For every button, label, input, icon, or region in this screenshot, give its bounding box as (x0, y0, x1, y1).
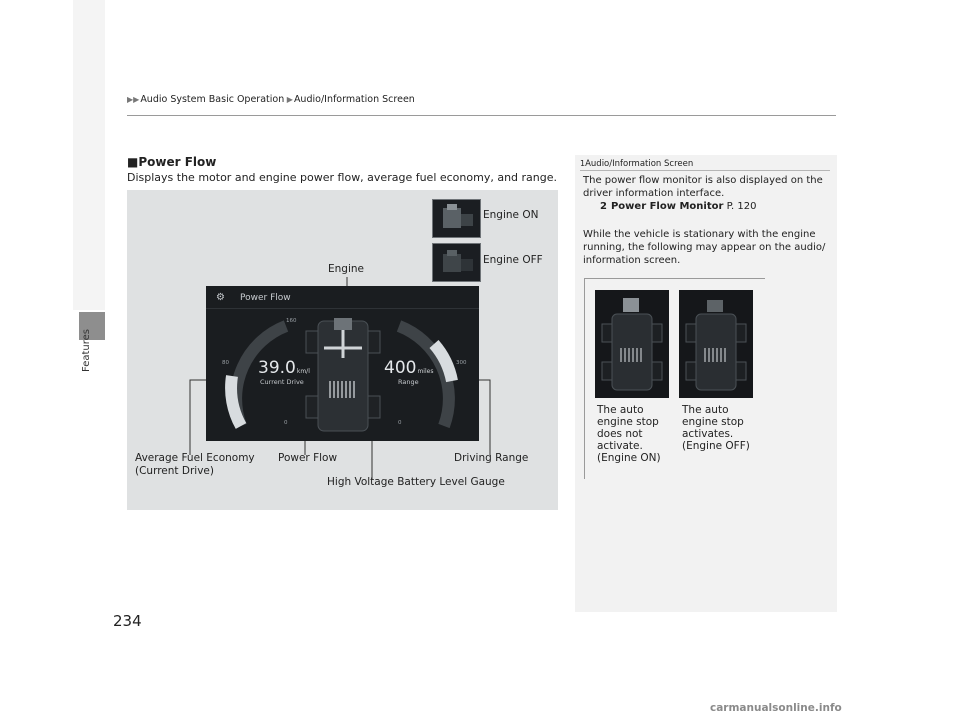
breadcrumb-arrow-icon: ▶ (284, 95, 293, 104)
fuel-unit: km/l (296, 368, 310, 375)
range-unit: miles (417, 368, 434, 375)
section-description: Displays the motor and engine power flow, average fuel economy, and range. (127, 171, 558, 184)
engine-stop-active-image (679, 290, 753, 398)
gauge-tick-label: 300 (456, 360, 467, 366)
caption-line: engine stop (682, 416, 744, 428)
engine-label: Engine (328, 263, 364, 275)
note-line: running, the following may appear on the audio/ (583, 242, 826, 253)
note-line: information screen. (583, 255, 681, 266)
reference-title: Power Flow Monitor (610, 201, 724, 212)
range-caption: Range (398, 378, 419, 386)
gauge-graphics (206, 286, 479, 441)
caption-engine-off (682, 404, 750, 452)
fuel-caption: Current Drive (260, 378, 304, 386)
caption-line: The auto (682, 404, 729, 416)
note-line: While the vehicle is stationary with the engine (583, 229, 816, 240)
section-title-text: Power Flow (138, 155, 217, 169)
sidebar-section-label: Features (81, 329, 92, 372)
range-value: 400 (384, 358, 417, 378)
note-reference-link[interactable] (600, 200, 757, 213)
caption-line: (Engine OFF) (682, 440, 750, 452)
caption-line: does not (597, 428, 643, 440)
gauge-tick-label: 80 (222, 360, 229, 366)
gauge-tick-label: 0 (284, 420, 288, 426)
side-note-heading (580, 159, 693, 169)
caption-engine-on (597, 404, 661, 464)
side-note-divider (580, 170, 830, 171)
reference-arrow-icon: 2 (600, 201, 607, 212)
driving-range-label: Driving Range (454, 452, 529, 464)
screen-title: Power Flow (240, 293, 291, 303)
driving-range-value (384, 358, 433, 378)
hv-battery-gauge-label: High Voltage Battery Level Gauge (327, 476, 505, 488)
power-flow-screen (206, 286, 479, 441)
note-heading-text: Audio/Information Screen (585, 159, 694, 169)
header-divider (127, 115, 836, 116)
vehicle-engine-off-icon (679, 290, 753, 398)
avg-fuel-economy-label: Average Fuel Economy (135, 452, 255, 464)
site-watermark: carmanualsonline.info (710, 702, 842, 714)
note-number: 1 (580, 159, 586, 168)
page-number: 234 (113, 612, 142, 630)
breadcrumb (127, 94, 415, 105)
breadcrumb-item-current: Audio/Information Screen (293, 94, 415, 105)
note-line: The power flow monitor is also displayed on the (583, 175, 823, 186)
power-flow-icon: ⚙ (216, 292, 225, 303)
fuel-value: 39.0 (258, 358, 296, 378)
power-flow-label: Power Flow (278, 452, 338, 464)
breadcrumb-arrow-icon: ▶▶ (127, 95, 140, 104)
caption-line: engine stop (597, 416, 659, 428)
avg-fuel-economy-sublabel: (Current Drive) (135, 465, 214, 477)
caption-line: (Engine ON) (597, 452, 661, 464)
avg-fuel-economy-value (258, 358, 310, 378)
gauge-tick-label: 160 (286, 318, 297, 324)
engine-on-label: Engine ON (483, 209, 539, 221)
caption-line: The auto (597, 404, 644, 416)
reference-page: P. 120 (723, 201, 757, 212)
section-bullet-icon: ■ (127, 155, 139, 169)
engine-off-label: Engine OFF (483, 254, 543, 266)
caption-line: activate. (597, 440, 643, 452)
breadcrumb-item[interactable]: Audio System Basic Operation (140, 94, 285, 105)
vehicle-engine-on-icon (595, 290, 669, 398)
section-title (127, 155, 216, 169)
engine-stop-not-active-image (595, 290, 669, 398)
gauge-tick-label: 0 (398, 420, 402, 426)
note-line: driver information interface. (583, 188, 725, 199)
sidebar-tab-background (73, 0, 105, 310)
caption-line: activates. (682, 428, 734, 440)
